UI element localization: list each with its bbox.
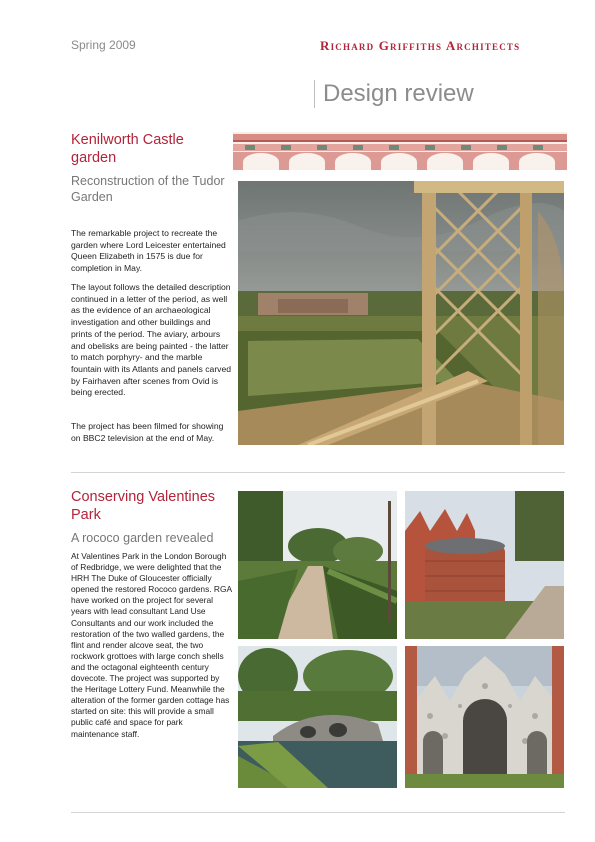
kenilworth-garden-photo — [238, 181, 564, 445]
section-divider — [71, 472, 565, 473]
section-heading: Design review — [314, 80, 474, 108]
dovecote-photo — [405, 491, 564, 639]
valentines-subtitle: A rococo garden revealed — [71, 531, 214, 545]
alcove-seat-photo — [405, 646, 564, 788]
arcade-drawing — [233, 132, 567, 170]
valentines-title: Conserving Valentines Park — [71, 489, 216, 523]
walled-garden-photo — [238, 491, 397, 639]
kenilworth-paragraph-1: The remarkable project to recreate the garden where Lord Leicester entertained Queen Elizabeth in 1575 is due for completion in May. — [71, 228, 226, 274]
issue-date: Spring 2009 — [71, 38, 136, 52]
kenilworth-subtitle: Reconstruction of the Tudor Garden — [71, 174, 225, 204]
page-bottom-rule — [71, 812, 565, 813]
brand-name: Richard Griffiths Architects — [320, 38, 521, 53]
kenilworth-paragraph-2: The layout follows the detailed description continued in a letter of the period, as well as the evidence of an archaeological investigation and other buildings and prints of the period. The aviary, arbours and obelisks are being painted - the latter to match porphyry- and the marble fountain with its Atlants and panels carved by Fairhaven after scenes from Ovid is being erected. — [71, 282, 232, 398]
kenilworth-title: Kenilworth Castle garden — [71, 132, 184, 166]
grotto-pond-photo — [238, 646, 397, 788]
valentines-paragraph: At Valentines Park in the London Borough of Redbridge, we were delighted that the HRH The Duke of Gloucester officially opened the restored Rococo gardens. RGA have worked on the project for several years with lead consultant Land Use Consultants and our work included the restoration of the two walled gardens, the flint and render alcove seat, the two rockwork grottoes with large conch shells and the octagonal eighteenth century dovecote. The project was supported by the Heritage Lottery Fund. Meanwhile the alteration of the former garden cottage has started on site: this will provide a small public café and space for park maintenance staff. — [71, 551, 232, 739]
kenilworth-paragraph-3: The project has been filmed for showing on BBC2 television at the end of May. — [71, 421, 224, 443]
